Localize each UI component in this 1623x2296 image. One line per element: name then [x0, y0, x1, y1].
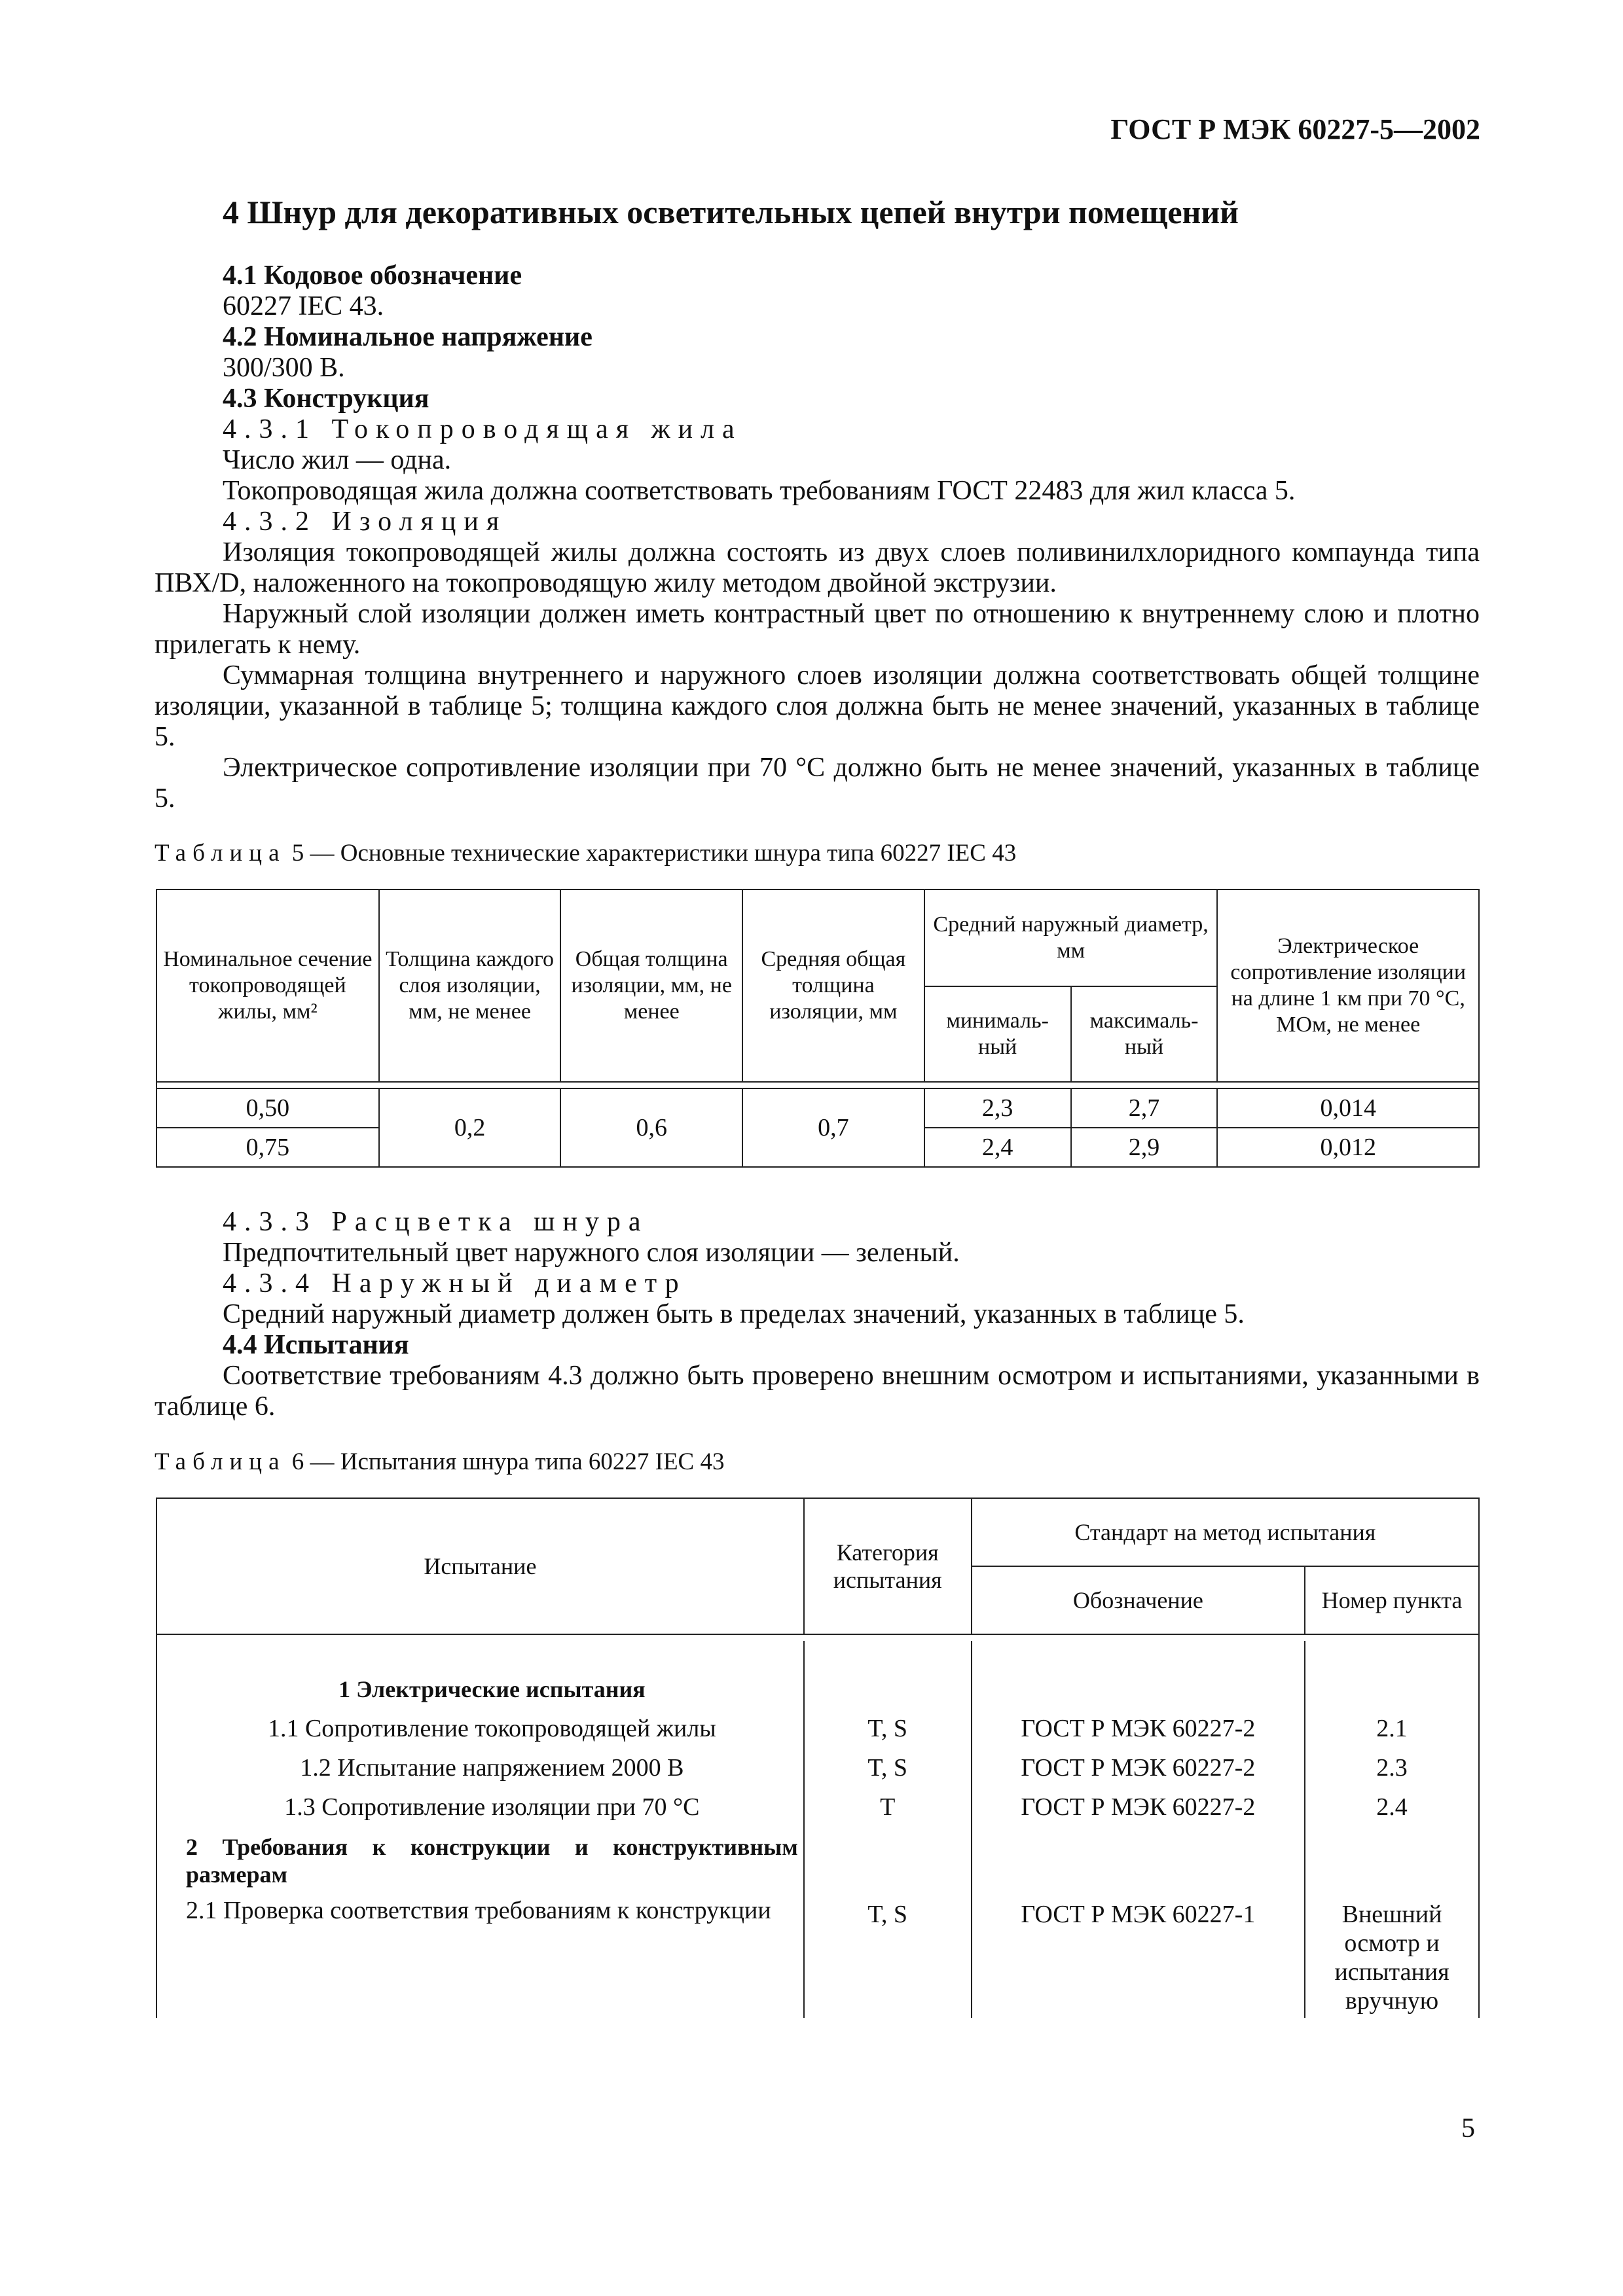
table-6: [156, 1498, 1480, 2018]
heading-4-3-1: 4.3.1 Токопроводящая жила: [223, 414, 742, 444]
t5-header-layer: Толщина каждого слоя изоляции, мм, не менее: [379, 889, 561, 1082]
t6-row-test: 1.2 Испытание напряжением 2000 В: [300, 1754, 684, 1782]
text-4-3-2-a: Изоляция токопроводящей жилы должна состоять из двух слоев поливинилхлоридного компаунда типа ПВХ/D, наложенного на токопроводящую жилу методом двойной экструзии.: [155, 537, 1480, 598]
table6-caption-label: Таблица: [155, 1448, 286, 1475]
t6-row-category: T, S: [867, 1715, 907, 1742]
text-4-2: 300/300 В.: [223, 353, 345, 383]
t6-row-category: T, S: [867, 1901, 907, 1928]
t6-column-tests: [156, 1641, 804, 2018]
standard-designation: ГОСТ Р МЭК 60227-5—2002: [1110, 113, 1480, 145]
text-4-3-2-b: Наружный слой изоляции должен иметь контрастный цвет по отношению к внутреннему слою и плотно прилегать к нему.: [155, 599, 1480, 660]
section-body-top: [155, 260, 1480, 814]
t6-row-clause: 2.3: [1376, 1754, 1408, 1782]
heading-4-3-3: 4.3.3 Расцветка шнура: [223, 1207, 649, 1237]
t6-row-test: 1.1 Сопротивление токопроводящей жилы: [267, 1715, 716, 1742]
t6-header-standard: Стандарт на метод испытания: [972, 1498, 1479, 1566]
t6-column-designation: [972, 1641, 1305, 2018]
t6-group-electrical: 1 Электрические испытания: [338, 1676, 646, 1702]
t6-row-test: 1.3 Сопротивление изоляции при 70 °С: [284, 1793, 700, 1821]
page-number: 5: [1461, 2113, 1475, 2144]
t5-header-min: минималь-ный: [924, 986, 1071, 1082]
t5-cell-section: 0,75: [156, 1128, 379, 1167]
t6-row-designation: ГОСТ Р МЭК 60227-1: [1021, 1901, 1256, 1928]
t6-row-clause: Внешний осмотр и испытания вручную: [1334, 1901, 1450, 2015]
table5-caption-label: Таблица: [155, 840, 286, 867]
text-4-1: 60227 IEC 43.: [223, 291, 384, 321]
t6-row-designation: ГОСТ Р МЭК 60227-2: [1021, 1715, 1256, 1742]
heading-4-3-2: 4.3.2 Изоляция: [223, 507, 507, 537]
t6-row-clause: 2.4: [1376, 1793, 1408, 1821]
t5-header-total: Общая толщина изоляции, мм, не менее: [560, 889, 742, 1082]
t5-header-gap: [156, 1082, 1479, 1088]
t6-row-category: T, S: [867, 1754, 907, 1782]
text-4-4: Соответствие требованиям 4.3 должно быть проверено внешним осмотром и испытаниями, указанными в таблице 6.: [155, 1361, 1480, 1422]
t5-cell-avg: 0,7: [742, 1088, 924, 1167]
t5-header-max: максималь-ный: [1071, 986, 1218, 1082]
t5-cell-section: 0,50: [156, 1088, 379, 1128]
t6-row-category: T: [880, 1793, 896, 1821]
t5-header-section: Номинальное сечение токопроводящей жилы, мм²: [156, 889, 379, 1082]
table6-caption: [155, 1448, 724, 1476]
heading-4-1: 4.1 Кодовое обозначение: [223, 260, 522, 291]
t6-row-designation: ГОСТ Р МЭК 60227-2: [1021, 1754, 1256, 1782]
t5-cell-total: 0,6: [560, 1088, 742, 1167]
t6-column-category: [804, 1641, 972, 2018]
t6-header-category: Категория испытания: [804, 1498, 972, 1634]
t6-group-construction: 2 Требования к конструкции и конструктивным размерам: [186, 1834, 798, 1888]
t6-row-designation: ГОСТ Р МЭК 60227-2: [1021, 1793, 1256, 1821]
text-4-3-3: Предпочтительный цвет наружного слоя изоляции — зеленый.: [223, 1238, 960, 1268]
t5-cell-min: 2,3: [924, 1088, 1071, 1128]
section-body-bottom: [155, 1207, 1480, 1422]
text-4-3-2-d: Электрическое сопротивление изоляции при 70 °С должно быть не менее значений, указанных в таблице 5.: [155, 753, 1480, 814]
t5-header-resistance: Электрическое сопротивление изоляции на длине 1 км при 70 °С, МОм, не менее: [1217, 889, 1479, 1082]
text-4-3-1-a: Число жил — одна.: [223, 445, 452, 475]
text-4-3-4: Средний наружный диаметр должен быть в пределах значений, указанных в таблице 5.: [223, 1299, 1245, 1329]
t6-header-gap: [156, 1634, 1479, 1641]
t6-header-test: Испытание: [156, 1498, 804, 1634]
t5-header-diameter: Средний наружный диаметр, мм: [924, 889, 1218, 986]
t5-cell-resist: 0,012: [1217, 1128, 1479, 1167]
t6-header-clause: Номер пункта: [1305, 1566, 1479, 1634]
t5-cell-min: 2,4: [924, 1128, 1071, 1167]
t5-cell-layer: 0,2: [379, 1088, 561, 1167]
t5-cell-max: 2,9: [1071, 1128, 1218, 1167]
table-5: [156, 889, 1480, 1168]
heading-4-3: 4.3 Конструкция: [223, 384, 429, 414]
text-4-3-1-b: Токопроводящая жила должна соответствовать требованиям ГОСТ 22483 для жил класса 5.: [223, 476, 1296, 506]
t5-header-avg: Средняя общая толщина изоляции, мм: [742, 889, 924, 1082]
text-4-3-2-c: Суммарная толщина внутреннего и наружного слоев изоляции должна соответствовать общей толщине изоляции, указанной в таблице 5; толщина каждого слоя должна быть не менее значений, указанных в таблице 5.: [155, 660, 1480, 752]
t6-column-clause: [1305, 1641, 1479, 2018]
heading-4-2: 4.2 Номинальное напряжение: [223, 322, 593, 352]
t6-row-test: 2.1 Проверка соответствия требованиям к конструкции: [186, 1897, 771, 1924]
t6-row-clause: 2.1: [1376, 1715, 1408, 1742]
t5-cell-resist: 0,014: [1217, 1088, 1479, 1128]
t5-cell-max: 2,7: [1071, 1088, 1218, 1128]
section-title: 4 Шнур для декоративных осветительных цепей внутри помещений: [223, 194, 1239, 230]
heading-4-3-4: 4.3.4 Наружный диаметр: [223, 1268, 687, 1299]
table5-caption: [155, 839, 1016, 867]
table5-caption-text: 5 — Основные технические характеристики шнура типа 60227 IEC 43: [291, 840, 1017, 867]
heading-4-4: 4.4 Испытания: [223, 1330, 409, 1360]
t6-header-designation: Обозначение: [972, 1566, 1305, 1634]
table6-caption-text: 6 — Испытания шнура типа 60227 IEC 43: [291, 1448, 725, 1475]
